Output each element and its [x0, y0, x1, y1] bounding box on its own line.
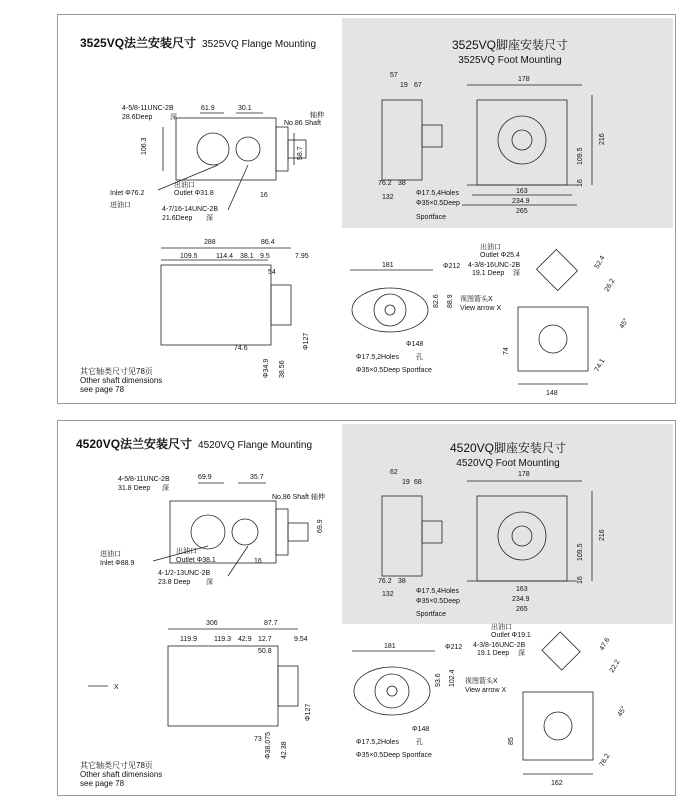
label-zh-deep-1: 深: [170, 114, 177, 121]
label-30-1: 30.1: [238, 105, 252, 112]
foot-38: 38: [398, 578, 406, 585]
label-bolt-bot: 4-1/2-13UNC-2B: [158, 570, 211, 577]
flange-plate: [276, 127, 288, 171]
front-sport: Φ35×0.5Deep Sportface: [356, 367, 432, 374]
foot-side-body: [382, 496, 422, 576]
outlet-52-4: 52.4: [593, 254, 607, 270]
outlet-74: 74: [503, 347, 510, 355]
label-zh-deep-2: 深: [206, 579, 213, 586]
label-zh-deep-1: 深: [162, 485, 169, 492]
foot-19: 19: [402, 479, 410, 486]
foot-front-circle: [498, 116, 546, 164]
foot-265: 265: [516, 208, 528, 215]
label-outlet: Outlet Φ31.8: [174, 190, 214, 197]
side-109-5: 109.5: [180, 253, 198, 260]
outlet-74-1: 74.1: [593, 357, 607, 373]
foot-19: 19: [400, 82, 408, 89]
front-212: Φ212: [443, 263, 461, 270]
front-181: 181: [382, 262, 394, 269]
side-38-1: 38.1: [240, 253, 254, 260]
foot-side-body: [382, 100, 422, 180]
outlet-zh: 出油口: [491, 624, 512, 631]
outlet-zh-deep: 深: [513, 270, 520, 277]
foot-76-2: 76.2: [378, 180, 392, 187]
flange-mount-drawing: [58, 421, 343, 626]
side-127: Φ127: [305, 703, 312, 721]
shaft-note-en2: see page 78: [80, 385, 125, 394]
outlet-view: View arrow X: [460, 305, 502, 312]
front-holes-zh: 孔: [416, 739, 423, 746]
side-74-6: 74.6: [234, 345, 248, 352]
panel-4520vq: [57, 420, 676, 796]
label-106-3: 106.3: [141, 137, 148, 155]
outlet-162: 162: [551, 780, 563, 787]
front-102-4: 102.4: [449, 669, 456, 687]
side-306: 306: [206, 620, 218, 627]
label-bolt-top: 4-5/8-11UNC-2B: [122, 105, 174, 112]
outlet-body: [523, 692, 593, 760]
outlet-view: View arrow X: [465, 687, 507, 694]
foot-38: 38: [398, 180, 406, 187]
label-zh-deep-2: 深: [206, 215, 213, 222]
flange-mount-drawing: [58, 15, 343, 230]
shaft: [288, 523, 308, 541]
label-inlet: Inlet Φ88.9: [100, 560, 135, 567]
label-outlet-zh: 出油口: [176, 548, 197, 555]
foot-16: 16: [577, 179, 584, 187]
label-inlet-zh: 进油口: [110, 202, 131, 209]
side-body: [168, 646, 278, 726]
outlet-bolt: 4-3/8-16UNC-2B: [473, 642, 526, 649]
outlet-85: 85: [508, 737, 515, 745]
front-body: [374, 294, 406, 326]
shaft-note-zh: 其它轴类尺寸见78页: [80, 761, 153, 770]
side-view-drawing: [58, 611, 348, 761]
front-181: 181: [384, 643, 396, 650]
front-holes-zh: 孔: [416, 354, 423, 361]
side-38-075: Φ38.075: [265, 732, 272, 759]
inlet-port: [191, 515, 225, 549]
label-69-9b: 69.9: [317, 519, 324, 533]
foot-265: 265: [516, 606, 528, 613]
foot-132: 132: [382, 591, 394, 598]
shaft-note: [80, 367, 162, 394]
outlet-zh-deep: 深: [518, 650, 525, 657]
side-34-9: Φ34.9: [263, 358, 270, 378]
outlet-deep: 19.1 Deep: [477, 650, 510, 657]
panel-3525vq: [57, 14, 676, 404]
foot-sportface: Sportface: [416, 611, 446, 618]
foot-front-body: [477, 496, 567, 581]
foot-title-en: 3525VQ Foot Mounting: [458, 55, 562, 66]
shaft-note-en2: see page 78: [80, 779, 125, 788]
foot-mount-drawing: [342, 456, 672, 626]
foot-132: 132: [382, 194, 394, 201]
foot-234-9: 234.9: [512, 198, 530, 205]
label-bolt-bot-deep: 21.6Deep: [162, 215, 193, 222]
outlet-circle: [539, 325, 567, 353]
flange-plate: [276, 509, 288, 555]
foot-163: 163: [516, 188, 528, 195]
foot-side-shaft: [422, 521, 442, 543]
side-flange: [278, 666, 298, 706]
label-bolt-bot-deep: 23.8 Deep: [158, 579, 191, 586]
label-shaft-en: No.86 Shaft: [284, 120, 321, 127]
label-bolt-top-deep: 28.6Deep: [122, 114, 153, 121]
foot-front-body: [477, 100, 567, 185]
label-bolt-bot: 4-7/16-14UNC-2B: [162, 206, 219, 213]
side-73: 73: [254, 736, 262, 743]
side-view-drawing: [58, 230, 348, 380]
shaft-note-zh: 其它轴类尺寸见78页: [80, 367, 153, 376]
shaft-note-en1: Other shaft dimensions: [80, 770, 163, 779]
flange-title-en: 4520VQ Flange Mounting: [198, 440, 313, 451]
label-inlet: Inlet Φ76.2: [110, 190, 145, 197]
label-61-9: 61.9: [201, 105, 215, 112]
label-shaft-zh: 轴伸: [310, 112, 324, 119]
foot-68: 68: [414, 479, 422, 486]
outlet-label: Outlet Φ25.4: [480, 252, 520, 259]
outlet-port: [236, 137, 260, 161]
outlet-47-6: 47.6: [598, 636, 612, 652]
label-16: 16: [260, 192, 268, 199]
shaft-note: [80, 761, 162, 788]
outlet-148: 148: [546, 390, 558, 397]
side-42-38: 42.38: [281, 741, 288, 759]
foot-title-zh: 4520VQ脚座安装尺寸: [449, 441, 567, 455]
label-58-7: 58.7: [297, 146, 304, 160]
foot-hole: Φ17.5,4Holes: [416, 190, 459, 197]
front-sport: Φ35×0.5Deep Sportface: [356, 752, 432, 759]
outlet-view-drawing: [458, 237, 673, 402]
foot-216: 216: [599, 133, 606, 145]
outlet-view-drawing: [463, 617, 673, 792]
front-shaft: [387, 686, 397, 696]
side-42-9: 42.9: [238, 636, 252, 643]
label-outlet: Outlet Φ38.1: [176, 557, 216, 564]
foot-216: 216: [599, 529, 606, 541]
front-212: Φ212: [445, 644, 463, 651]
foot-hole: Φ17.5,4Holes: [416, 588, 459, 595]
outlet-view-zh: 视图箭头X: [460, 296, 493, 303]
front-148: Φ148: [406, 341, 424, 348]
label-16: 16: [254, 558, 262, 565]
front-body: [375, 674, 409, 708]
side-127: Φ127: [303, 332, 310, 350]
foot-109-5: 109.5: [577, 543, 584, 561]
side-114-4: 114.4: [216, 253, 233, 260]
foot-62: 62: [390, 469, 398, 476]
outlet-zh: 出油口: [480, 244, 501, 251]
flange-title-zh: 3525VQ法兰安装尺寸: [80, 36, 197, 50]
front-flange: [352, 288, 428, 332]
label-inlet-zh: 进油口: [100, 551, 121, 558]
side-119-9: 119.9: [180, 636, 197, 643]
foot-178: 178: [518, 471, 530, 478]
foot-sportface: Sportface: [416, 214, 446, 221]
side-9-5: 9.5: [260, 253, 270, 260]
outlet-deg: 45°: [618, 317, 631, 330]
foot-title-zh: 3525VQ脚座安装尺寸: [451, 38, 569, 52]
outlet-bolt: 4-3/8-16UNC-2B: [468, 262, 521, 269]
outlet-circle: [544, 712, 572, 740]
label-69-9: 69.9: [198, 474, 212, 481]
side-x: X: [114, 684, 119, 691]
side-87-7: 87.7: [264, 620, 278, 627]
foot-163: 163: [516, 586, 528, 593]
outlet-76-2: 76.2: [598, 752, 612, 768]
foot-57: 57: [390, 72, 398, 79]
foot-109-5: 109.5: [577, 147, 584, 165]
side-119-3: 119.3: [214, 636, 231, 643]
outlet-square: [536, 249, 577, 290]
outlet-26-2: 26.2: [603, 277, 617, 293]
front-148: Φ148: [412, 726, 430, 733]
flange-title-en: 3525VQ Flange Mounting: [202, 39, 317, 50]
side-288: 288: [204, 239, 216, 246]
outlet-view-zh: 视图箭头X: [465, 678, 498, 685]
foot-front-circle: [498, 512, 546, 560]
leader-bolt: [228, 546, 248, 576]
side-key: 9.54: [294, 636, 308, 643]
outlet-square: [542, 632, 580, 670]
outlet-port: [232, 519, 258, 545]
label-bolt-top: 4-5/8-11UNC-2B: [118, 476, 170, 483]
side-body: [161, 265, 271, 345]
side-38-56: 38.56: [279, 360, 286, 378]
front-shaft: [385, 305, 395, 315]
foot-side-shaft: [422, 125, 442, 147]
outlet-body: [518, 307, 588, 371]
side-key: 7.95: [295, 253, 309, 260]
label-shaft: No,86 Shaft 轴伸: [272, 494, 325, 501]
label-outlet-zh: 出油口: [174, 182, 195, 189]
front-88-9: 88.9: [447, 294, 454, 308]
foot-67: 67: [414, 82, 422, 89]
inlet-port: [197, 133, 229, 165]
front-82-6: 82.6: [433, 294, 440, 308]
foot-title-en: 4520VQ Foot Mounting: [456, 458, 560, 469]
foot-sport: Φ35×0.5Deep: [416, 200, 460, 207]
foot-mount-drawing: [342, 55, 672, 225]
side-12-7: 12.7: [258, 636, 272, 643]
foot-front-inner: [512, 526, 532, 546]
side-86-4: 86.4: [261, 239, 275, 246]
foot-178: 178: [518, 76, 530, 83]
side-flange: [271, 285, 291, 325]
outlet-label: Outlet Φ19.1: [491, 632, 531, 639]
shaft-note-en1: Other shaft dimensions: [80, 376, 163, 385]
foot-234-9: 234.9: [512, 596, 530, 603]
outlet-22-2: 22.2: [608, 658, 622, 674]
front-holes: Φ17.5,2Holes: [356, 739, 399, 746]
foot-sport: Φ35×0.5Deep: [416, 598, 460, 605]
pump-body: [176, 118, 276, 180]
foot-16: 16: [577, 576, 584, 584]
outlet-deg: 45°: [616, 705, 629, 718]
foot-front-inner: [512, 130, 532, 150]
side-54: 54: [268, 269, 276, 276]
side-50-8: 50.8: [258, 648, 272, 655]
outlet-deep: 19.1 Deep: [472, 270, 505, 277]
foot-76-2: 76.2: [378, 578, 392, 585]
flange-title-zh: 4520VQ法兰安装尺寸: [76, 437, 193, 451]
leader-bolt: [228, 165, 248, 210]
front-93-6: 93.6: [435, 673, 442, 687]
label-35-7: 35.7: [250, 474, 264, 481]
label-bolt-top-deep: 31.8 Deep: [118, 485, 151, 492]
front-holes: Φ17.5,2Holes: [356, 354, 399, 361]
